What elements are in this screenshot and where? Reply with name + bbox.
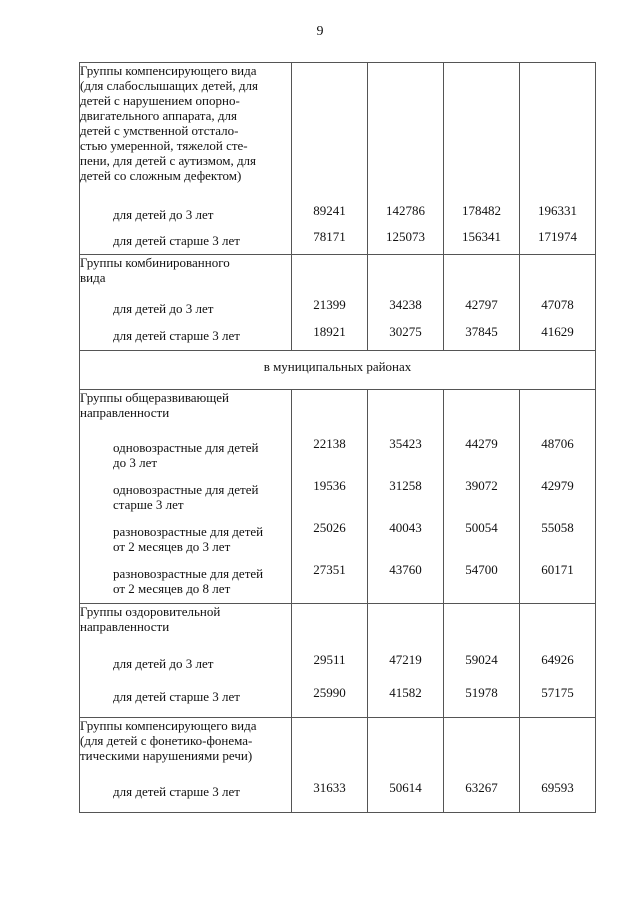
group-header-row <box>80 255 596 297</box>
tariff-table <box>79 62 596 813</box>
row-label: для детей старше 3 лет <box>80 685 292 718</box>
cell-value: 29511 <box>292 652 368 685</box>
cell-value: 21399 <box>292 297 368 324</box>
cell-value: 55058 <box>520 520 596 562</box>
cell-value: 48706 <box>520 436 596 478</box>
cell-value: 51978 <box>444 685 520 718</box>
group-header-row <box>80 604 596 652</box>
group-header: Группы компенсирующего вида (для слабослышащих детей, для детей с нарушением опорно- двигательного аппарата, для детей с умственной отстало- стью умеренной, тяжелой сте- пени, для детей с аутизмом, для детей со сложным дефектом) <box>80 63 292 203</box>
cell-value: 43760 <box>368 562 444 604</box>
cell-value: 44279 <box>444 436 520 478</box>
table-row <box>80 203 596 229</box>
cell-value: 31633 <box>292 780 368 813</box>
cell-value: 50054 <box>444 520 520 562</box>
table-row <box>80 297 596 324</box>
cell-value: 156341 <box>444 229 520 255</box>
cell-value: 89241 <box>292 203 368 229</box>
cell-value: 25990 <box>292 685 368 718</box>
cell-value: 34238 <box>368 297 444 324</box>
group-header: Группы оздоровительной направленности <box>80 604 292 652</box>
page-number: 9 <box>316 24 324 39</box>
row-label: для детей до 3 лет <box>80 203 292 229</box>
table-row <box>80 520 596 562</box>
cell-value: 47078 <box>520 297 596 324</box>
table-row <box>80 652 596 685</box>
table-row <box>80 685 596 718</box>
cell-value: 171974 <box>520 229 596 255</box>
cell-value: 125073 <box>368 229 444 255</box>
cell-value: 42797 <box>444 297 520 324</box>
cell-value: 39072 <box>444 478 520 520</box>
group-header: Группы комбинированного вида <box>80 255 292 297</box>
row-label: разновозрастные для детей от 2 месяцев до 8 лет <box>80 562 292 604</box>
row-label: одновозрастные для детей старше 3 лет <box>80 478 292 520</box>
section-row <box>80 351 596 390</box>
row-label: для детей старше 3 лет <box>80 229 292 255</box>
cell-value: 57175 <box>520 685 596 718</box>
row-label: одновозрастные для детей до 3 лет <box>80 436 292 478</box>
cell-value: 40043 <box>368 520 444 562</box>
cell-value: 78171 <box>292 229 368 255</box>
cell-value: 63267 <box>444 780 520 813</box>
row-label: для детей старше 3 лет <box>80 780 292 813</box>
table-row <box>80 780 596 813</box>
cell-value: 35423 <box>368 436 444 478</box>
cell-value: 47219 <box>368 652 444 685</box>
row-label: для детей до 3 лет <box>80 297 292 324</box>
cell-value: 25026 <box>292 520 368 562</box>
table-row <box>80 324 596 351</box>
table-row <box>80 478 596 520</box>
row-label: разновозрастные для детей от 2 месяцев до 3 лет <box>80 520 292 562</box>
cell-value: 50614 <box>368 780 444 813</box>
group-header-row <box>80 718 596 780</box>
cell-value: 41629 <box>520 324 596 351</box>
group-header-row <box>80 63 596 203</box>
group-header: Группы общеразвивающей направленности <box>80 390 292 436</box>
row-label: для детей старше 3 лет <box>80 324 292 351</box>
cell-value: 37845 <box>444 324 520 351</box>
cell-value: 19536 <box>292 478 368 520</box>
cell-value: 27351 <box>292 562 368 604</box>
cell-value: 41582 <box>368 685 444 718</box>
cell-value: 54700 <box>444 562 520 604</box>
cell-value: 178482 <box>444 203 520 229</box>
cell-value: 30275 <box>368 324 444 351</box>
cell-value: 60171 <box>520 562 596 604</box>
group-header: Группы компенсирующего вида (для детей с фонетико-фонема- тическими нарушениями речи) <box>80 718 292 780</box>
cell-value: 22138 <box>292 436 368 478</box>
cell-value: 196331 <box>520 203 596 229</box>
cell-value: 42979 <box>520 478 596 520</box>
cell-value: 142786 <box>368 203 444 229</box>
section-title: в муниципальных районах <box>80 351 596 390</box>
cell-value: 31258 <box>368 478 444 520</box>
cell-value: 69593 <box>520 780 596 813</box>
cell-value: 18921 <box>292 324 368 351</box>
table-row <box>80 562 596 604</box>
cell-value: 64926 <box>520 652 596 685</box>
group-header-row <box>80 390 596 436</box>
table-row <box>80 229 596 255</box>
table-row <box>80 436 596 478</box>
cell-value: 59024 <box>444 652 520 685</box>
row-label: для детей до 3 лет <box>80 652 292 685</box>
